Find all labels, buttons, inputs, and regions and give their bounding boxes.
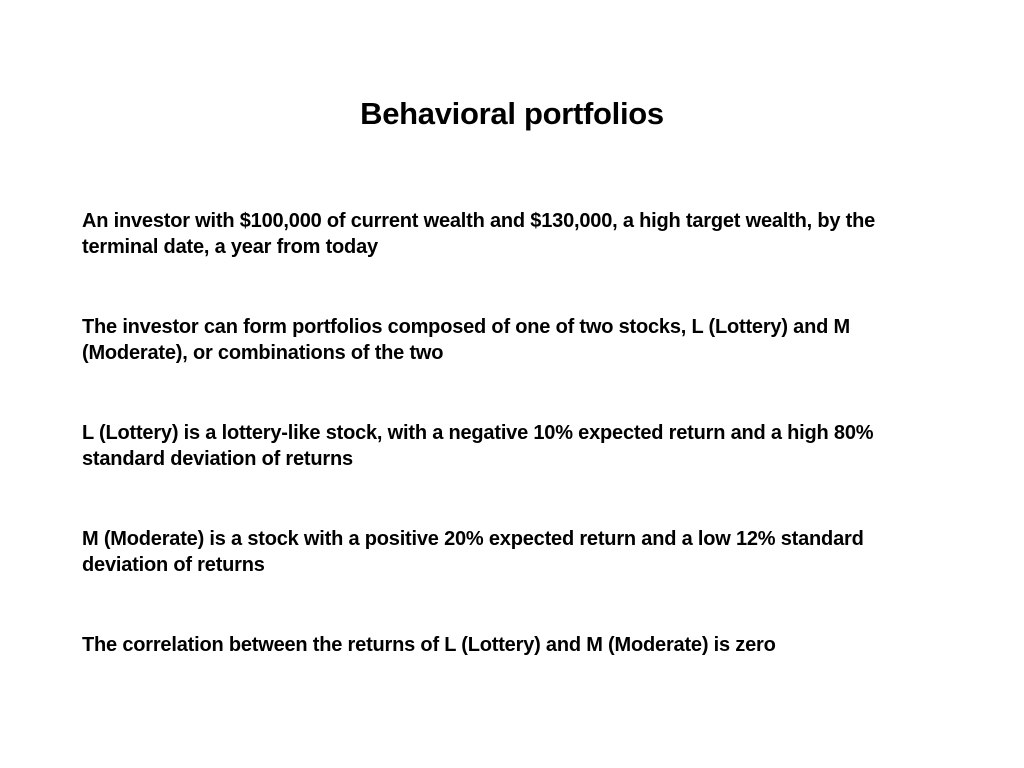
paragraph-lottery-stock: L (Lottery) is a lottery-like stock, with a negative 10% expected return and a high 80% standard deviation of returns	[82, 422, 874, 470]
paragraph-investor-wealth: An investor with $100,000 of current wealth and $130,000, a high target wealth, by the terminal date, a year from today	[82, 210, 876, 258]
paragraph-portfolio-options: The investor can form portfolios composed of one of two stocks, L (Lottery) and M (Moderate), or combinations of the two	[82, 316, 850, 364]
slide-title: Behavioral portfolios	[360, 96, 664, 131]
paragraph-correlation: The correlation between the returns of L (Lottery) and M (Moderate) is zero	[82, 634, 776, 656]
paragraph-moderate-stock: M (Moderate) is a stock with a positive 20% expected return and a low 12% standard deviation of returns	[82, 528, 864, 576]
